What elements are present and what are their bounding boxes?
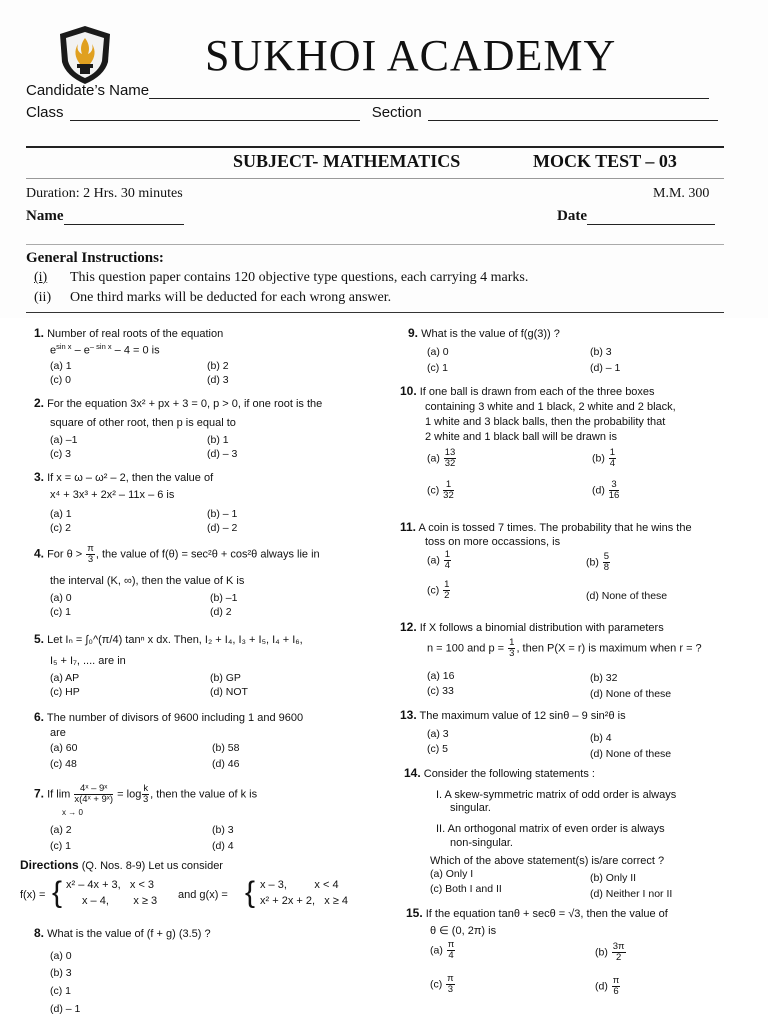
option-c[interactable]: (c) HP <box>50 686 80 698</box>
statement-2: II. An orthogonal matrix of even order is always <box>436 823 665 835</box>
option-c[interactable]: (c) Both I and II <box>430 883 502 895</box>
option-c[interactable]: (c) 3 <box>50 448 71 460</box>
statement-2-cont: non-singular. <box>450 837 513 849</box>
academy-title: SUKHOI ACADEMY <box>205 31 617 80</box>
date-field[interactable] <box>587 210 715 225</box>
question-15-line2: θ ∈ (0, 2π) is <box>430 925 497 937</box>
question-13: 13. The maximum value of 12 sinθ – 9 sin²θ is <box>400 708 626 722</box>
divider <box>26 312 724 313</box>
question-2-line2: square of other root, then p is equal to <box>50 417 236 429</box>
option-c[interactable]: (c) $\frac{\pi}{3}$ <box>430 973 454 995</box>
question-8: 8. What is the value of (f + g) (3.5) ? <box>34 926 211 940</box>
option-a[interactable]: (a) $\frac{\pi}{4}$ <box>430 939 455 961</box>
option-a[interactable]: (a) AP <box>50 672 80 684</box>
date-row <box>557 208 715 225</box>
general-instructions-title: General Instructions: <box>26 250 164 266</box>
section-label: Section <box>371 104 422 121</box>
question-4-line2: the interval (K, ∞), then the value of K is <box>50 575 245 587</box>
option-b[interactable]: (b) $\frac{3\pi}{2}$ <box>595 941 625 963</box>
question-3-line2: x⁴ + 3x³ + 2x² – 11x – 6 is <box>50 489 175 501</box>
option-a[interactable]: (a) 3 <box>427 728 449 740</box>
question-10-line2: containing 3 white and 1 black, 2 white and 2 black, <box>425 401 676 413</box>
option-c[interactable]: (c) 1 <box>427 362 448 374</box>
option-c[interactable]: (c) 1 <box>50 606 71 618</box>
option-d[interactable]: (d) – 1 <box>50 1003 81 1015</box>
directions: Directions (Q. Nos. 8-9) Let us consider <box>20 858 223 872</box>
option-c[interactable]: (c) $\frac{1}{2}$ <box>427 579 450 601</box>
option-d[interactable]: (d) Neither I nor II <box>590 888 673 900</box>
option-d[interactable]: (d) None of these <box>586 590 668 602</box>
option-d[interactable]: (d) – 2 <box>207 522 238 534</box>
name-field[interactable] <box>64 210 184 225</box>
name-label: Name <box>26 208 64 224</box>
option-c[interactable]: (c) 1 <box>50 985 71 997</box>
option-d[interactable]: (d) 4 <box>212 840 234 852</box>
divider <box>26 146 724 148</box>
statement-1: I. A skew-symmetric matrix of odd order is always <box>436 789 677 801</box>
question-11-line2: toss on more occassions, is <box>425 536 561 548</box>
question-1: 1. Number of real roots of the equation <box>34 326 224 340</box>
question-10: 10. If one ball is drawn from each of the three boxes <box>400 384 655 398</box>
option-a[interactable]: (a) $\frac{13}{32}$ <box>427 447 456 469</box>
divider <box>26 244 724 245</box>
option-c[interactable]: (c) 1 <box>50 840 71 852</box>
option-c[interactable]: (c) 48 <box>50 758 77 770</box>
option-c[interactable]: (c) $\frac{1}{32}$ <box>427 479 454 501</box>
class-section-row <box>26 104 718 121</box>
limit-subscript: x → 0 <box>62 808 83 817</box>
question-5: 5. Let Iₙ = ∫₀^(π/4) tanⁿ x dx. Then, I₂ + I₄, I₃ + I₅, I₄ + I₆, <box>34 632 303 646</box>
option-a[interactable]: (a) –1 <box>50 434 78 446</box>
question-1-equation: $e^{sin x} - e^{- sin x} - 4 = 0$ is <box>50 342 160 357</box>
option-c[interactable]: (c) 0 <box>50 374 71 386</box>
fraction: $\frac{\text{4ˣ – 9ˣ}}{\text{x(4ˣ + 9ˣ)}}$ <box>74 783 114 805</box>
candidate-name-field[interactable] <box>149 84 709 99</box>
option-a[interactable]: (a) 0 <box>50 950 72 962</box>
question-3: 3. If x = ω – ω² – 2, then the value of <box>34 470 214 484</box>
instruction-item: (ii) One third marks will be deducted for each wrong answer. <box>34 290 392 305</box>
option-a[interactable]: (a) 60 <box>50 742 78 754</box>
subject-title: SUBJECT- MATHEMATICS <box>233 151 461 171</box>
option-b[interactable]: (b) 2 <box>207 360 229 372</box>
academy-logo-shield-icon <box>58 24 112 86</box>
max-marks-text: M.M. 300 <box>653 186 710 201</box>
option-b[interactable]: (b) Only II <box>590 872 637 884</box>
option-b[interactable]: (b) 58 <box>212 742 240 754</box>
option-d[interactable]: (d) NOT <box>210 686 248 698</box>
question-12-line2: n = 100 and p = $\frac{1}{3}$ , then P(X = r) is maximum when r = ? <box>427 637 702 659</box>
option-a[interactable]: (a) 1 <box>50 508 72 520</box>
option-b[interactable]: (b) $\frac{5}{8}$ <box>586 551 610 573</box>
section-field[interactable] <box>428 106 718 121</box>
duration-text: Duration: 2 Hrs. 30 minutes <box>26 186 183 201</box>
option-a[interactable]: (a) 1 <box>50 360 72 372</box>
option-d[interactable]: (d) – 3 <box>207 448 238 460</box>
class-label: Class <box>26 104 64 121</box>
question-10-line3: 1 white and 3 black balls, then the probability that <box>425 416 666 428</box>
option-b[interactable]: (b) $\frac{1}{4}$ <box>592 447 616 469</box>
option-b[interactable]: (b) 1 <box>207 434 229 446</box>
fraction: $\frac{k}{3}$ <box>143 783 149 805</box>
option-b[interactable]: (b) 3 <box>212 824 234 836</box>
option-a[interactable]: (a) Only I <box>430 868 474 880</box>
option-b[interactable]: (b) –1 <box>210 592 238 604</box>
question-11: 11. A coin is tossed 7 times. The probability that he wins the <box>400 520 692 534</box>
piecewise-functions: f(x) = { x² – 4x + 3, x < 3 x – 4, x ≥ 3 and g(x) = { x – 3, x < 4 x² + 2x + 2, x ≥ 4 <box>20 876 348 909</box>
question-2: 2. For the equation 3x² + px + 3 = 0, p > 0, if one root is the <box>34 396 323 410</box>
option-c[interactable]: (c) 5 <box>427 743 448 755</box>
question-12: 12. If X follows a binomial distribution with parameters <box>400 620 664 634</box>
option-b[interactable]: (b) 4 <box>590 732 612 744</box>
statement-1-cont: singular. <box>450 802 491 814</box>
option-a[interactable]: (a) 0 <box>427 346 449 358</box>
option-a[interactable]: (a) $\frac{1}{4}$ <box>427 549 451 571</box>
question-15: 15. If the equation tanθ + secθ = √3, then the value of <box>406 906 668 920</box>
option-a[interactable]: (a) 16 <box>427 670 455 682</box>
candidate-name-row <box>26 82 709 99</box>
option-d[interactable]: (d) None of these <box>590 748 672 760</box>
mock-test-title: MOCK TEST – 03 <box>533 151 677 171</box>
option-d[interactable]: (d) 3 <box>207 374 229 386</box>
candidate-name-label: Candidate’s Name <box>26 82 150 99</box>
option-d[interactable]: (d) None of these <box>590 688 672 700</box>
option-d[interactable]: (d) 46 <box>212 758 240 770</box>
date-label: Date <box>557 208 587 224</box>
option-d[interactable]: (d) $\frac{3}{16}$ <box>592 479 620 501</box>
option-b[interactable]: (b) 32 <box>590 672 618 684</box>
fraction: $\frac{\pi}{3}$ <box>87 543 94 565</box>
question-4: 4. For θ > $\frac{\pi}{3}$ , the value of f(θ) = sec²θ + cos²θ always lie in <box>34 543 320 565</box>
option-c[interactable]: (c) 2 <box>50 522 71 534</box>
option-c[interactable]: (c) 33 <box>427 685 454 697</box>
option-b[interactable]: (b) GP <box>210 672 241 684</box>
question-10-line4: 2 white and 1 black ball will be drawn is <box>425 431 617 443</box>
name-row <box>26 208 184 225</box>
class-field[interactable] <box>70 106 360 121</box>
option-b[interactable]: (b) 3 <box>590 346 612 358</box>
divider <box>26 178 724 179</box>
option-d[interactable]: (d) $\frac{\pi}{6}$ <box>595 975 620 997</box>
question-9: 9. What is the value of f(g(3)) ? <box>408 326 560 340</box>
question-14-prompt: Which of the above statement(s) is/are correct ? <box>430 855 665 867</box>
option-a[interactable]: (a) 2 <box>50 824 72 836</box>
question-14: 14. Consider the following statements : <box>404 766 595 780</box>
question-6-line2: are <box>50 727 66 739</box>
option-b[interactable]: (b) – 1 <box>207 508 238 520</box>
question-7: 7. If lim $\frac{\text{4ˣ – 9ˣ}}{\text{x(4ˣ + 9ˣ)}}$ = log $\frac{k}{3}$ , then the value of k is <box>34 783 258 805</box>
question-6: 6. The number of divisors of 9600 including 1 and 9600 <box>34 710 304 724</box>
option-d[interactable]: (d) 2 <box>210 606 232 618</box>
instruction-item: (i) This question paper contains 120 objective type questions, each carrying 4 marks. <box>34 270 529 285</box>
paper-header <box>0 0 768 318</box>
option-b[interactable]: (b) 3 <box>50 967 72 979</box>
question-5-line2: I₅ + I₇, .... are in <box>50 655 126 667</box>
option-a[interactable]: (a) 0 <box>50 592 72 604</box>
option-d[interactable]: (d) – 1 <box>590 362 621 374</box>
